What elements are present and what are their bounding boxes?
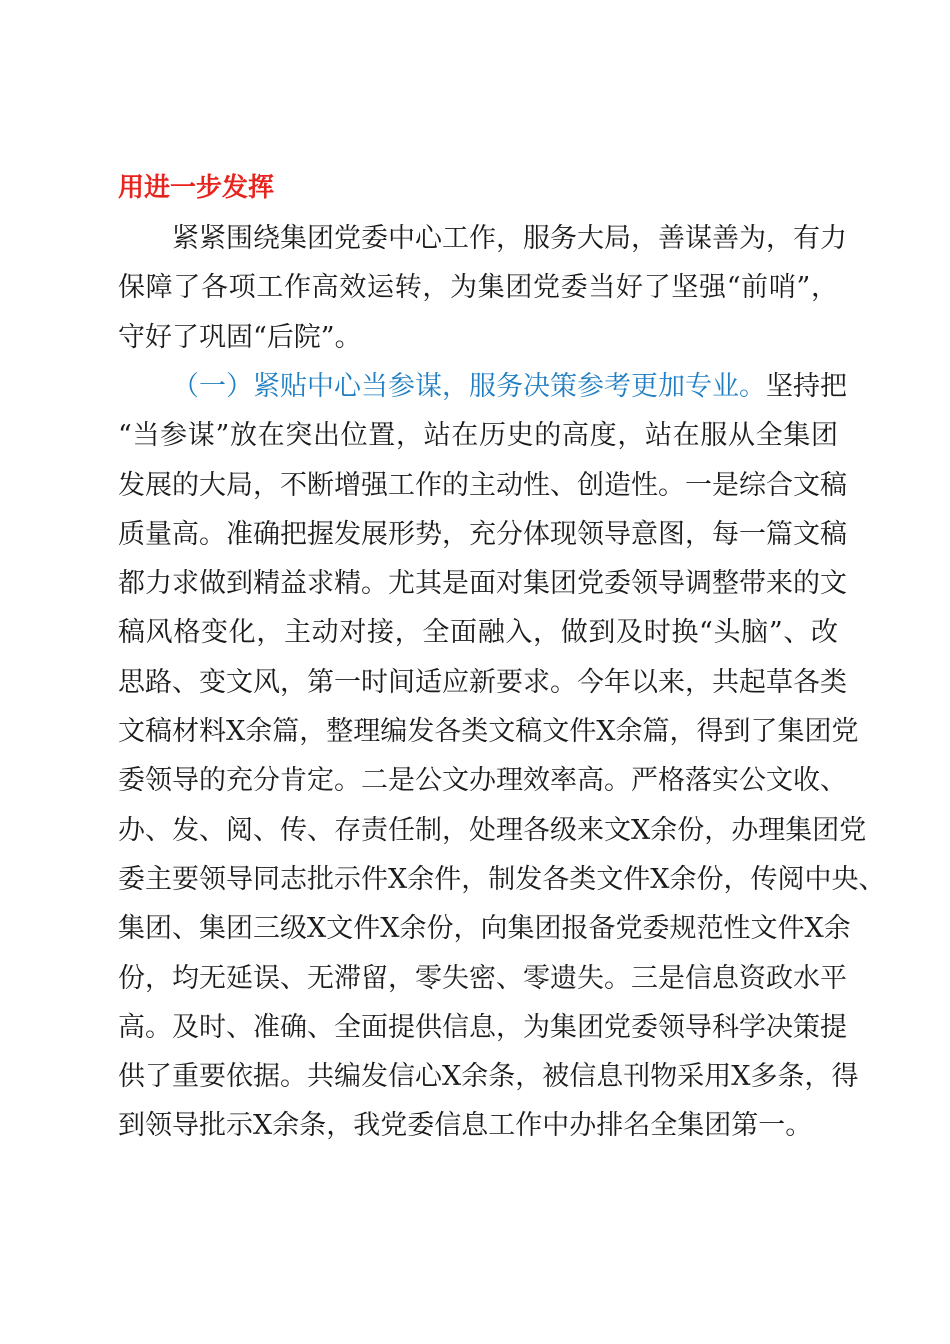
body-line xyxy=(118,1003,847,1053)
body-text-segment: 办、发、阅、传、存责任制，处理各级来文X余份，办理集团党 xyxy=(118,814,867,846)
body-line xyxy=(118,263,838,313)
body-text-segment: 稿风格变化，主动对接，全面融入，做到及时换“头脑”、改 xyxy=(118,617,838,649)
body-text-segment: 质量高。准确把握发展形势，充分体现领导意图，每一篇文稿 xyxy=(118,518,847,550)
body-text-segment: 集团、集团三级X文件X余份，向集团报备党委规范性文件X余 xyxy=(118,913,851,945)
body-line xyxy=(118,1052,859,1102)
body-text-segment: 思路、变文风，第一时间适应新要求。今年以来，共起草各类 xyxy=(118,666,847,698)
body-line xyxy=(118,904,851,954)
body-text-segment: 委主要领导同志批示件X余件，制发各类文件X余份，传阅中央、 xyxy=(118,863,886,895)
body-line xyxy=(118,313,838,363)
body-line xyxy=(118,806,867,856)
section-heading: 用进一步发挥 xyxy=(118,173,275,203)
body-text-segment: “当参谋”放在突出位置，站在历史的高度，站在服从全集团 xyxy=(118,420,838,452)
body-text-segment: 文稿材料X余篇，整理编发各类文稿文件X余篇，得到了集团党 xyxy=(118,716,859,747)
body-text-segment: 守好了巩固“后院”。 xyxy=(118,321,362,353)
body-line xyxy=(118,1101,838,1151)
body-line xyxy=(118,954,847,1004)
subsection-heading: （一）紧贴中心当参谋，服务决策参考更加专业。 xyxy=(172,370,766,402)
body-line xyxy=(118,707,859,757)
body-line xyxy=(118,510,847,560)
body-text-segment: 份，均无延误、无滞留，零失密、零遗失。三是信息资政水平 xyxy=(118,962,847,994)
body-line xyxy=(118,658,847,708)
body-line xyxy=(118,608,838,658)
body-text-segment: 供了重要依据。共编发信心X余条，被信息刊物采用X多条，得 xyxy=(118,1061,859,1093)
body-line xyxy=(118,461,847,511)
body-text-segment: 保障了各项工作高效运转，为集团党委当好了坚强“前哨”， xyxy=(118,272,838,304)
body-line xyxy=(118,756,847,806)
body-line xyxy=(172,362,847,412)
body-text-segment: 都力求做到精益求精。尤其是面对集团党委领导调整带来的文 xyxy=(118,568,847,600)
body-text-segment: 委领导的充分肯定。二是公文办理效率高。严格落实公文收、 xyxy=(118,765,847,797)
body-line xyxy=(118,855,886,905)
body-text-segment: 紧紧围绕集团党委中心工作，服务大局，善谋善为，有力 xyxy=(172,223,847,254)
body-text-segment: 高。及时、准确、全面提供信息，为集团党委领导科学决策提 xyxy=(118,1011,847,1043)
body-line xyxy=(118,559,847,609)
body-text-segment: 发展的大局，不断增强工作的主动性、创造性。一是综合文稿 xyxy=(118,469,847,501)
body-line xyxy=(118,411,838,461)
body-line xyxy=(172,214,847,264)
body-text-segment: 坚持把 xyxy=(766,370,847,402)
body-text-segment: 到领导批示X余条，我党委信息工作中办排名全集团第一。 xyxy=(118,1110,813,1142)
